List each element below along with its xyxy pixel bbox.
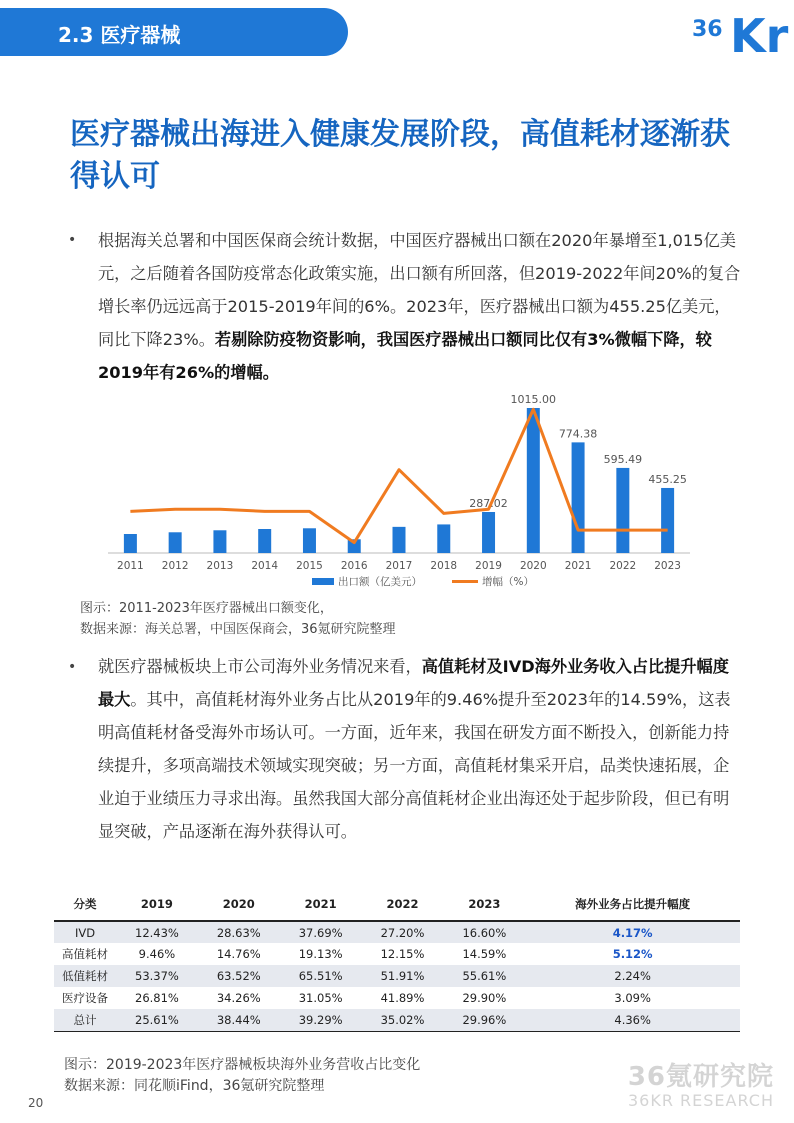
x-tick-label: 2015	[296, 560, 323, 572]
bar-value-label: 1015.00	[510, 393, 557, 406]
section-title: 2.3 医疗器械	[58, 23, 181, 47]
x-tick-label: 2020	[519, 560, 547, 572]
table-row	[54, 965, 740, 987]
legend-label-line: 增幅（%）	[482, 576, 534, 588]
bar-export	[616, 468, 629, 553]
paragraph-export-bold: 若剔除防疫物资影响，我国医疗器械出口额同比仅有3%微幅下降，较2019年有26%的增幅。	[98, 330, 712, 382]
table-cell: 9.46%	[138, 947, 176, 961]
table-header: 2021	[280, 887, 362, 921]
table-header: 2023	[443, 887, 525, 921]
bar-export	[572, 442, 585, 553]
section-header-tab	[0, 8, 348, 56]
bar-export	[527, 408, 540, 553]
x-tick-label: 2013	[206, 560, 234, 572]
paragraph-overseas-bold: 高值耗材及IVD海外业务收入占比提升幅度最大	[98, 657, 729, 709]
headline: 医疗器械出海进入健康发展阶段，高值耗材逐渐获得认可	[70, 117, 730, 194]
table-caption	[64, 1055, 420, 1097]
table-row	[54, 1009, 740, 1031]
table-row	[54, 921, 740, 943]
paragraph-overseas-text2: 。其中，高值耗材海外业务占比从2019年的9.46%提升至2023年的14.59%，这表明高值耗材备受海外市场认可。一方面，近年来，我国在研发方面不断投入，创新能力持续提升，多项高端技术领域实现突破；另一方面，高值耗材集采开启，品类快速拓展，企业迫于业绩压力寻求出海。虽然我国大部分高值耗材企业出海还处于起步阶段，但已有明显突破，产品逐渐在海外获得认可。	[98, 690, 731, 841]
watermark	[628, 1056, 774, 1110]
bar-export	[213, 530, 226, 553]
table-cell: 65.51%	[280, 965, 362, 987]
bar-export	[482, 512, 495, 553]
table-cell: 34.26%	[216, 991, 261, 1005]
table-header-row	[54, 887, 740, 921]
table-caption-title: 图示：2019-2023年医疗器械板块海外业务营收占比变化	[64, 1057, 421, 1073]
export-chart	[100, 385, 700, 595]
table-header: 分类	[54, 887, 116, 921]
bar-value-label: 774.38	[558, 427, 598, 441]
table-row	[54, 943, 740, 965]
table-cell-highlight: 5.12%	[612, 947, 653, 961]
table-cell: 总计	[54, 1009, 116, 1031]
table-cell: 低值耗材	[54, 965, 116, 987]
bar-export	[437, 524, 450, 553]
legend-swatch-bar	[312, 578, 334, 585]
paragraph-overseas-text1: 就医疗器械板块上市公司海外业务情况来看，	[98, 657, 422, 676]
table-header: 2019	[116, 887, 198, 921]
table-cell: 3.09%	[614, 991, 651, 1005]
watermark-line2: 36KR RESEARCH	[627, 1091, 774, 1110]
chart-caption-title: 图示：2011-2023年医疗器械出口额变化，	[80, 601, 333, 616]
x-tick-label: 2016	[340, 560, 368, 572]
table-cell: 14.59%	[462, 947, 507, 961]
table-cell: 16.60%	[443, 921, 525, 943]
bar-export	[258, 529, 271, 553]
paragraph-export	[98, 224, 742, 389]
table-cell: IVD	[54, 921, 116, 943]
x-tick-label: 2019	[475, 560, 502, 572]
table-cell: 63.52%	[198, 965, 280, 987]
bar-value-label: 455.25	[648, 472, 687, 486]
legend-label-bar: 出口额（亿美元）	[338, 576, 422, 588]
table-header: 2020	[198, 887, 280, 921]
bullet-dot: •	[68, 232, 77, 248]
bar-value-label: 595.49	[603, 452, 643, 466]
table-cell-highlight: 4.17%	[525, 921, 740, 943]
page-number: 20	[28, 1096, 44, 1110]
table-cell: 12.15%	[380, 947, 425, 961]
table-cell: 37.69%	[280, 921, 362, 943]
table-cell: 31.05%	[298, 991, 343, 1005]
x-tick-label: 2018	[430, 560, 458, 572]
table-cell: 29.90%	[462, 991, 507, 1005]
bar-export	[169, 532, 182, 553]
svg-text:Kr: Kr	[730, 9, 789, 54]
table-caption-source: 数据来源：同花顺iFind，36氪研究院整理	[64, 1078, 325, 1094]
x-tick-label: 2021	[564, 560, 592, 572]
table-cell: 39.29%	[280, 1009, 362, 1031]
bar-export	[393, 527, 406, 553]
36kr-logo	[690, 2, 790, 54]
chart-caption	[80, 598, 396, 640]
table-cell: 53.37%	[116, 965, 198, 987]
table-cell: 19.13%	[298, 947, 343, 961]
x-tick-label: 2014	[251, 560, 279, 572]
table-cell: 55.61%	[443, 965, 525, 987]
table-cell: 高值耗材	[62, 947, 108, 961]
table-cell: 35.02%	[362, 1009, 444, 1031]
paragraph-overseas	[98, 650, 742, 848]
chart-caption-source: 数据来源：海关总署，中国医保商会，36氪研究院整理	[80, 622, 396, 637]
bar-export	[124, 534, 137, 553]
table-cell: 25.61%	[116, 1009, 198, 1031]
table-cell: 51.91%	[362, 965, 444, 987]
table-cell: 12.43%	[116, 921, 198, 943]
x-tick-label: 2017	[385, 560, 413, 572]
table-header: 海外业务占比提升幅度	[525, 887, 740, 921]
table-cell: 27.20%	[362, 921, 444, 943]
bullet-dot: •	[68, 659, 77, 675]
table-cell: 4.36%	[525, 1009, 740, 1031]
table-cell: 38.44%	[198, 1009, 280, 1031]
table-cell: 14.76%	[216, 947, 261, 961]
watermark-line1: 36氪研究院	[627, 1062, 774, 1092]
overseas-share-table	[54, 887, 740, 1032]
table-cell: 2.24%	[525, 965, 740, 987]
table-row	[54, 987, 740, 1009]
x-tick-label: 2011	[117, 560, 144, 572]
x-tick-label: 2012	[161, 560, 189, 572]
table-cell: 29.96%	[443, 1009, 525, 1031]
x-tick-label: 2022	[609, 560, 637, 572]
table-cell: 26.81%	[135, 991, 179, 1005]
table-header: 2022	[362, 887, 444, 921]
table-cell: 28.63%	[198, 921, 280, 943]
x-tick-label: 2023	[654, 560, 681, 572]
paragraph-export-text: 根据海关总署和中国医保商会统计数据，中国医疗器械出口额在2020年暴增至1,015亿美元，之后随着各国防疫常态化政策实施，出口额有所回落，但2019-2022年间20%的复合增长率仍远远高于2015-2019年间的6%。2023年，医疗器械出口额为455.25亿美元，同比下降23%。	[98, 231, 741, 349]
table-cell: 医疗设备	[62, 991, 108, 1005]
bar-value-label: 287.02	[469, 496, 508, 510]
bar-export	[303, 528, 316, 553]
svg-text:36: 36	[692, 17, 723, 42]
bar-export	[661, 488, 674, 553]
table-cell: 41.89%	[380, 991, 425, 1005]
